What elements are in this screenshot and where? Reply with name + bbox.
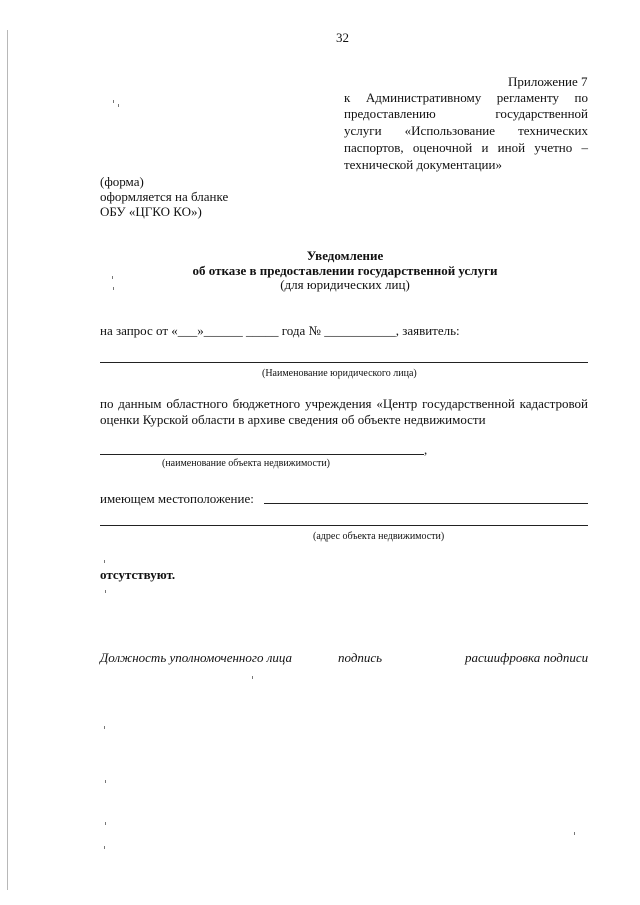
appendix-line-5: технической документации» [344,157,502,172]
signature-position: Должность уполномоченного лица [100,650,293,665]
body-line-1: по данным областного бюджетного учреждения «Центр государственной кадастровой [100,396,588,411]
signature-decode: расшифровка подписи [465,650,589,665]
appendix-line-1: к Административному регламенту по [344,90,588,105]
signature-sign: подпись [338,650,383,665]
caption-object: (наименование объекта недвижимости) [162,458,331,469]
scan-edge-line [7,30,8,890]
appendix-title: Приложение 7 [508,74,588,89]
absent-text: отсутствуют. [100,567,176,582]
body-line-2: оценки Курской области в архиве сведения об объекте недвижимости [100,412,486,427]
object-line-comma: , [424,442,428,457]
location-line-2 [100,525,588,526]
caption-entity: (Наименование юридического лица) [262,368,417,379]
form-note-3: ОБУ «ЦГКО КО») [100,204,202,219]
location-label: имеющем местоположение: [100,491,254,506]
page-number: 32 [336,30,349,45]
location-line-1 [264,503,588,504]
caption-address: (адрес объекта недвижимости) [313,531,445,542]
appendix-line-4: паспортов, оценочной и иной учетно – [344,140,588,155]
heading-subtitle: об отказе в предоставлении государственной услуги [192,263,498,278]
object-name-line [100,454,424,455]
entity-name-line [100,362,588,363]
heading-title: Уведомление [306,248,384,263]
form-note-2: оформляется на бланке [100,189,229,204]
appendix-line-2: предоставлению государственной [344,106,588,121]
request-line: на запрос от «___»______ _____ года № ___________, заявитель: [100,323,460,338]
appendix-line-3: услуги «Использование технических [344,123,588,138]
heading-audience: (для юридических лиц) [280,277,410,292]
form-note-1: (форма) [100,174,144,189]
